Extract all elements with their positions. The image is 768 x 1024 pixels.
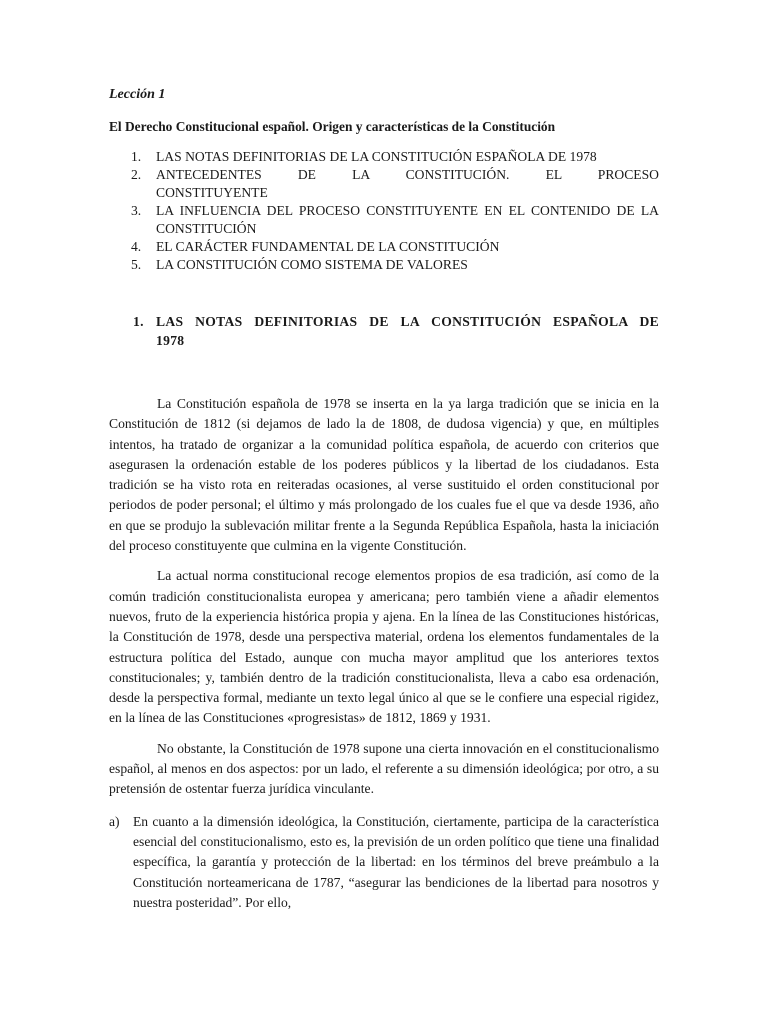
section-number: 1. [133, 314, 144, 329]
toc-item-number: 2. [131, 167, 142, 182]
toc-item-text: EL CARÁCTER FUNDAMENTAL DE LA CONSTITUCIÓN [156, 239, 500, 254]
section-title-line2: 1978 [156, 333, 185, 348]
lettered-item-a [109, 812, 659, 913]
lesson-label: Lección 1 [109, 87, 166, 102]
toc-item-number: 1. [131, 149, 142, 164]
section-title-line1: LAS NOTAS DEFINITORIAS DE LA CONSTITUCIÓN ESPAÑOLA DE [156, 314, 659, 329]
table-of-contents [109, 148, 659, 274]
body-paragraph-2: La actual norma constitucional recoge elementos propios de esa tradición, así como de la común tradición constitucionalista europea y americana; pero también viene a añadir elementos nuevos, fruto de la experiencia histórica propia y ajena. En la línea de las Constituciones históricas, la Constitución de 1978, desde una perspectiva material, ordena los elementos fundamentales de la estructura política del Estado, aunque con mucha mayor amplitud que los anteriores textos constitucionales; y, también dentro de la tradición constitucionalista, lleva a cabo esa ordenación, desde la perspectiva formal, mediante un texto legal único al que se le confiere una especial rigidez, en la línea de las Constituciones «progresistas» de 1812, 1869 y 1931. [109, 568, 659, 726]
toc-item-1 [109, 148, 659, 166]
section-heading-1 [109, 312, 659, 350]
body-paragraph-3: No obstante, la Constitución de 1978 supone una cierta innovación en el constitucionalismo español, al menos en dos aspectos: por un lado, el referente a su dimensión ideológica; por otro, a su pretensión de ostentar fuerza jurídica vinculante. [109, 740, 659, 797]
toc-item-5 [109, 256, 659, 274]
item-letter: a) [109, 813, 120, 829]
toc-item-text: LAS NOTAS DEFINITORIAS DE LA CONSTITUCIÓN ESPAÑOLA DE 1978 [156, 149, 597, 164]
item-text: En cuanto a la dimensión ideológica, la Constitución, ciertamente, participa de la característica esencial del constitucionalismo, esto es, la previsión de un orden político que tiene una finalidad específica, la garantía y protección de la libertad: en los términos del breve preámbulo a la Constitución norteamericana de 1787, “asegurar las bendiciones de la libertad para nosotros y nuestra posteridad”. Por ello, [133, 813, 659, 910]
toc-item-3 [109, 202, 659, 238]
toc-item-text-line2: CONSTITUYENTE [156, 185, 268, 200]
toc-item-4 [109, 238, 659, 256]
body-paragraph-1: La Constitución española de 1978 se inserta en la ya larga tradición que se inicia en la Constitución de 1812 (si dejamos de lado la de 1808, de dudosa vigencia) y que, en múltiples intentos, ha tratado de organizar a la comunidad política española, de acuerdo con criterios que asegurasen la ordenación estable de los poderes públicos y la libertad de los ciudadanos. Esta tradición se ha visto rota en reiteradas ocasiones, al verse sustituido el orden constitucional por periodos de poder personal; el último y más prolongado de los cuales fue el que va desde 1936, año en que se produjo la sublevación militar frente a la Segunda República Española, hasta la iniciación del proceso constituyente que culmina en la vigente Constitución. [109, 396, 659, 554]
toc-item-number: 4. [131, 239, 142, 254]
main-title: El Derecho Constitucional español. Origen y características de la Constitución [109, 119, 556, 134]
toc-item-text: LA INFLUENCIA DEL PROCESO CONSTITUYENTE EN EL CONTENIDO DE LA CONSTITUCIÓN [156, 203, 659, 236]
toc-item-number: 3. [131, 203, 142, 218]
toc-item-number: 5. [131, 257, 142, 272]
document-content [109, 86, 659, 913]
toc-item-text-line1: ANTECEDENTES DE LA CONSTITUCIÓN. EL PROCESO [156, 167, 659, 182]
toc-item-2 [109, 166, 659, 202]
toc-item-text: LA CONSTITUCIÓN COMO SISTEMA DE VALORES [156, 257, 468, 272]
